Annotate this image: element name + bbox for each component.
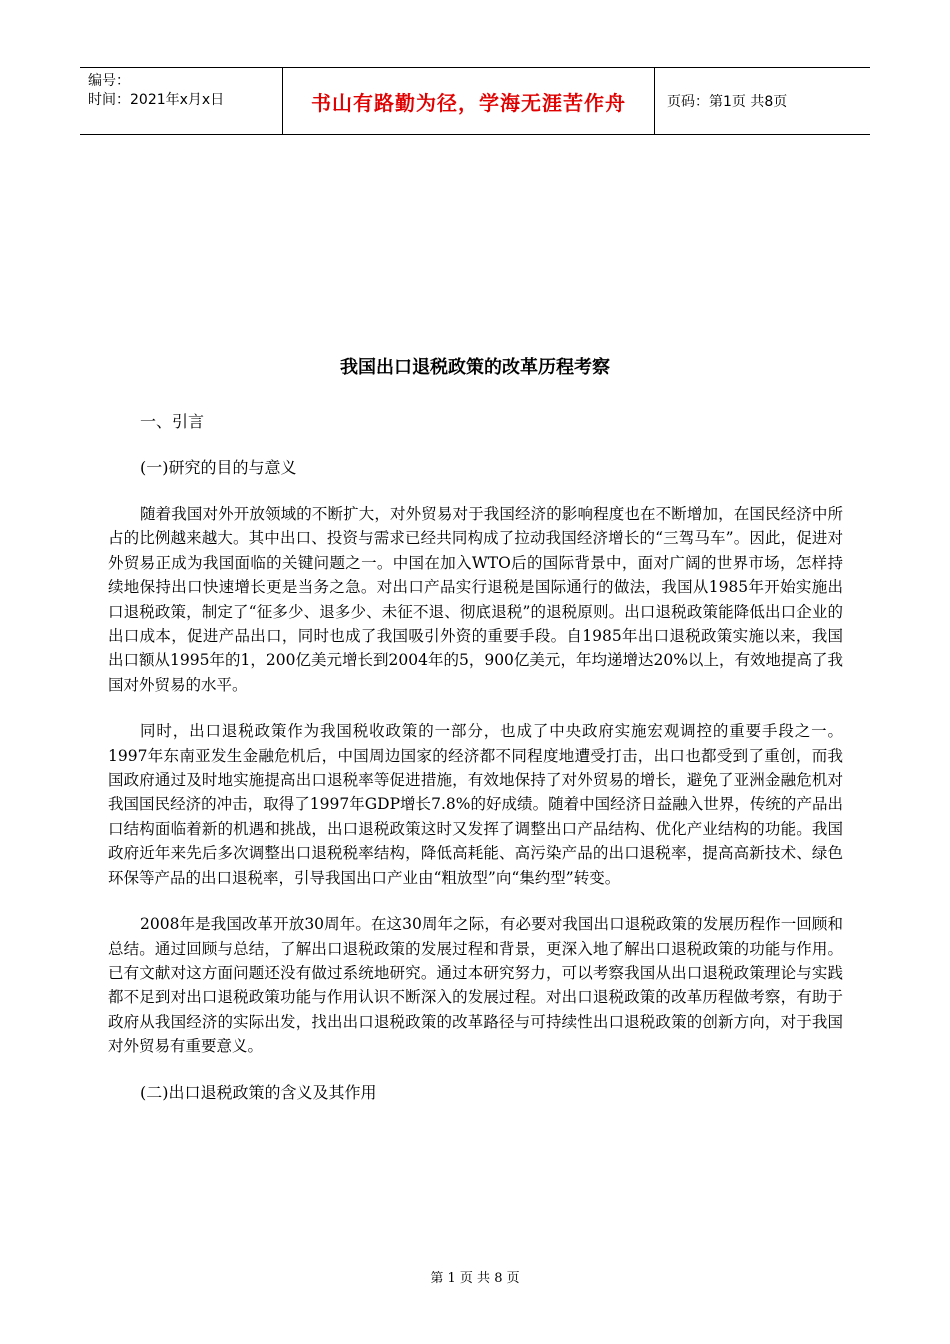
document-title: 我国出口退税政策的改革历程考察 <box>340 357 610 378</box>
section-heading-introduction: 一、引言 <box>140 412 205 431</box>
header-meta <box>80 68 283 134</box>
body-paragraph: 同时，出口退税政策作为我国税收政策的一部分，也成了中央政府实施宏观调控的重要手段之一。1997年东南亚发生金融危机后，中国周边国家的经济都不同程度地遭受打击，出口也都受到了重创，而我国政府通过及时地实施提高出口退税率等促进措施，有效地保持了对外贸易的增长，避免了亚洲金融危机对我国国民经济的冲击，取得了1997年GDP增长7.8%的好成绩。随着中国经济日益融入世界，传统的产品出口结构面临着新的机遇和挑战，出口退税政策这时又发挥了调整出口产品结构、优化产业结构的功能。我国政府近年来先后多次调整出口退税税率结构，降低高耗能、高污染产品的出口退税率，提高高新技术、绿色环保等产品的出口退税率，引导我国出口产业由“粗放型”向“集约型”转变。 <box>108 722 843 887</box>
page-header <box>80 67 870 135</box>
body-paragraph: 2008年是我国改革开放30周年。在这30周年之际，有必要对我国出口退税政策的发展历程作一回顾和总结。通过回顾与总结，了解出口退税政策的发展过程和背景，更深入地了解出口退税政策的功能与作用。已有文献对这方面问题还没有做过系统地研究。通过本研究努力，可以考察我国从出口退税政策理论与实践都不足到对出口退税政策功能与作用认识不断深入的发展过程。对出口退税政策的改革历程做考察，有助于政府从我国经济的实际出发，找出出口退税政策的改革路径与可持续性出口退税政策的创新方向，对于我国对外贸易有重要意义。 <box>108 915 843 1056</box>
subsection-heading-definition: (二)出口退税政策的含义及其作用 <box>140 1082 377 1102</box>
body-paragraph: 随着我国对外开放领域的不断扩大，对外贸易对于我国经济的影响程度也在不断增加，在国民经济中所占的比例越来越大。其中出口、投资与需求已经共同构成了拉动我国经济增长的“三驾马车”。因此，促进对外贸易正成为我国面临的关键问题之一。中国在加入WTO后的国际背景中，面对广阔的世界市场，怎样持续地保持出口快速增长更是当务之急。对出口产品实行退税是国际通行的做法，我国从1985年开始实施出口退税政策，制定了“征多少、退多少、未征不退、彻底退税”的退税原则。出口退税政策能降低出口企业的出口成本，促进产品出口，同时也成了我国吸引外资的重要手段。自1985年出口退税政策实施以来，我国出口额从1995年的1，200亿美元增长到2004年的5，900亿美元，年均递增达20%以上，有效地提高了我国对外贸易的水平。 <box>108 505 843 694</box>
page-footer: 第 1 页 共 8 页 <box>430 1271 520 1286</box>
document-number-label: 编号： <box>88 73 130 89</box>
header-motto: 书山有路勤为径，学海无涯苦作舟 <box>283 68 655 134</box>
document-body <box>108 410 843 1105</box>
header-page-info: 页码：第1页 共8页 <box>667 94 788 110</box>
subsection-heading-purpose: (一)研究的目的与意义 <box>140 458 297 477</box>
document-date-label: 时间：2021年x月x日 <box>88 92 225 108</box>
